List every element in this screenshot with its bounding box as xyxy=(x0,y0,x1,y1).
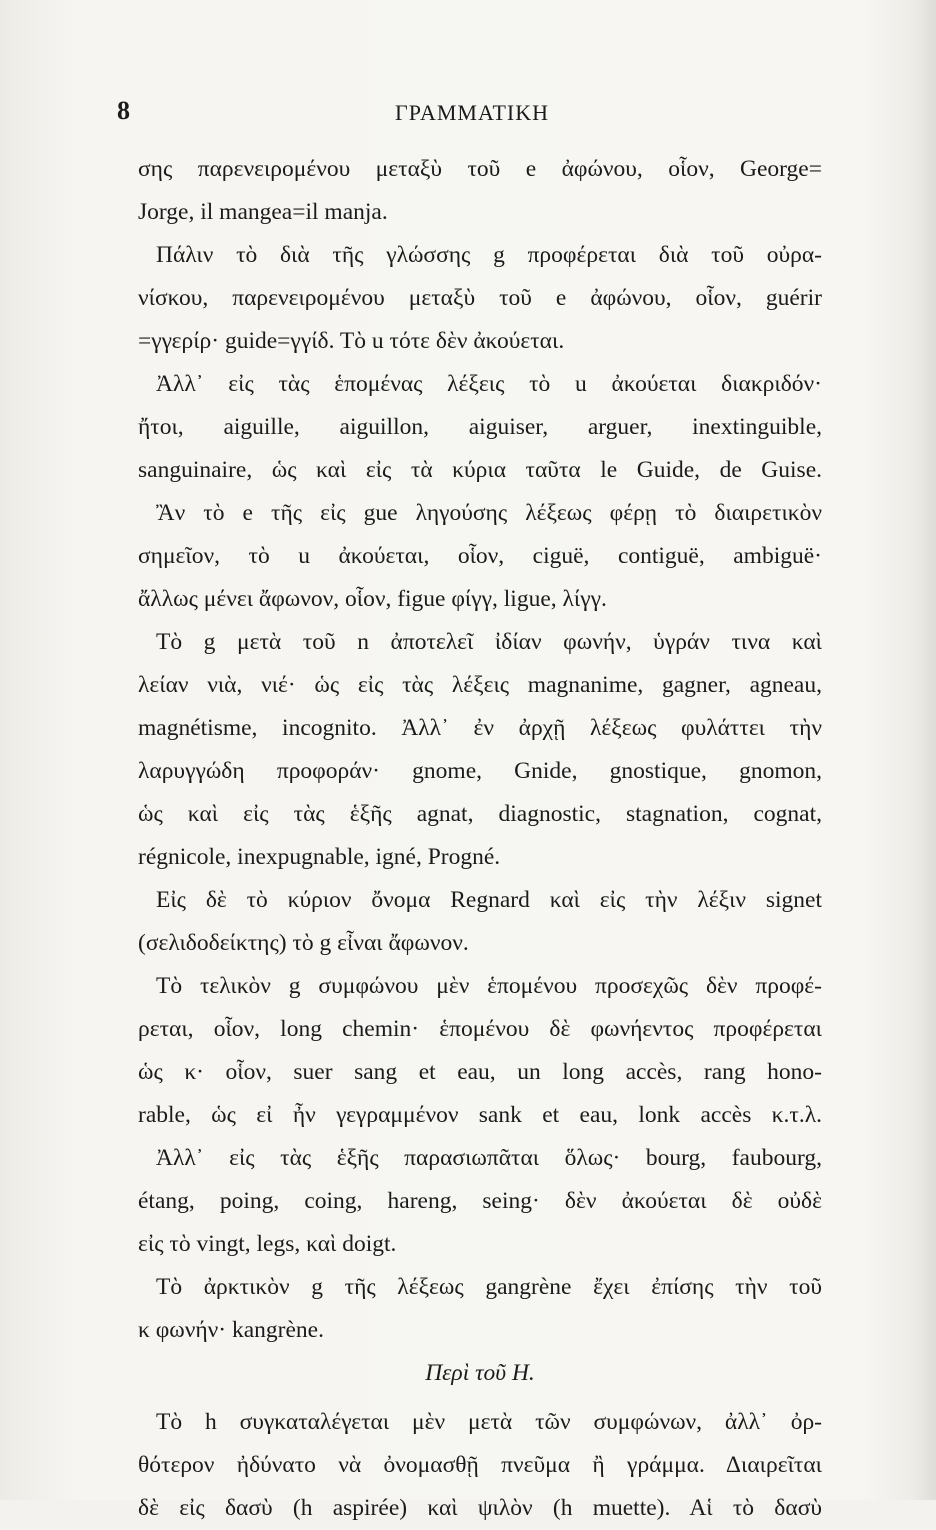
text-line: (σελιδοδείκτης) τὸ g εἶναι ἄφωνον. xyxy=(138,930,469,956)
text-line: ἤτοι, aiguille, aiguillon, aiguiser, arguer, inextinguible, xyxy=(138,414,822,440)
page-edge-shadow xyxy=(914,0,936,1500)
text-line: λαρυγγώδη προφοράν· gnome, Gnide, gnostique, gnomon, xyxy=(138,758,822,784)
text-line: magnétisme, incognito. Ἀλλ᾽ ἐν ἀρχῇ λέξεως φυλάττει τὴν xyxy=(138,715,822,741)
text-line: Τὸ g μετὰ τοῦ n ἀποτελεῖ ἰδίαν φωνήν, ὑγράν τινα καὶ xyxy=(156,629,822,655)
page-header xyxy=(117,96,827,136)
running-head: ΓΡΑΜΜΑΤΙΚΗ xyxy=(395,100,549,125)
text-line: sanguinaire, ὡς καὶ εἰς τὰ κύρια ταῦτα le Guide, de Guise. xyxy=(138,457,822,483)
text-line: étang, poing, coing, hareng, seing· δὲν ἀκούεται δὲ οὐδὲ xyxy=(138,1188,822,1214)
text-line: Τὸ τελικὸν g συμφώνου μὲν ἑπομένου προσεχῶς δὲν προφέ- xyxy=(156,973,822,999)
text-line: θότερον ἠδύνατο νὰ ὀνομασθῇ πνεῦμα ἢ γράμμα. Διαιρεῖται xyxy=(138,1452,822,1478)
text-line: ὡς κ· οἷον, suer sang et eau, un long accès, rang hono- xyxy=(138,1059,822,1085)
text-line: =γγερίρ· guide=γγίδ. Τὸ u τότε δὲν ἀκούεται. xyxy=(138,328,565,354)
text-line: λείαν νιὰ, νιέ· ὡς εἰς τὰς λέξεις magnanime, gagner, agneau, xyxy=(138,672,822,698)
text-line: Ἀλλ᾽ εἰς τὰς ἑξῆς παρασιωπᾶται ὅλως· bourg, faubourg, xyxy=(156,1145,822,1171)
text-line: Τὸ h συγκαταλέγεται μὲν μετὰ τῶν συμφώνων, ἀλλ᾽ ὀρ- xyxy=(156,1409,822,1435)
text-line: Ἀλλ᾽ εἰς τὰς ἑπομένας λέξεις τὸ u ἀκούεται διακριδόν· xyxy=(156,371,822,397)
text-line: ρεται, οἷον, long chemin· ἑπομένου δὲ φωνήεντος προφέρεται xyxy=(138,1016,822,1042)
text-line: Jorge, il mangea=il manja. xyxy=(138,199,388,225)
section-heading: Περὶ τοῦ H. xyxy=(425,1360,535,1386)
text-line: ἄλλως μένει ἄφωνον, οἷον, figue φίγγ, ligue, λίγγ. xyxy=(138,586,607,612)
text-line: νίσκου, παρενειρομένου μεταξὺ τοῦ e ἀφώνου, οἷον, guérir xyxy=(138,285,822,311)
text-line: Τὸ ἀρκτικὸν g τῆς λέξεως gangrène ἔχει ἐπίσης τὴν τοῦ xyxy=(156,1274,822,1300)
text-line: σημεῖον, τὸ u ἀκούεται, οἷον, ciguë, contiguë, ambiguë· xyxy=(138,543,822,569)
text-line: régnicole, inexpugnable, igné, Progné. xyxy=(138,844,501,870)
body-text xyxy=(138,148,822,1530)
text-line: rable, ὡς εἰ ἦν γεγραμμένον sank et eau, lonk accès κ.τ.λ. xyxy=(138,1102,822,1128)
text-line: Πάλιν τὸ διὰ τῆς γλώσσης g προφέρεται διὰ τοῦ οὐρα- xyxy=(156,242,822,268)
page-number: 8 xyxy=(117,96,130,125)
text-line: Εἰς δὲ τὸ κύριον ὄνομα Regnard καὶ εἰς τὴν λέξιν signet xyxy=(156,887,822,913)
text-line: εἰς τὸ vingt, legs, καὶ doigt. xyxy=(138,1231,397,1257)
text-line: κ φωνήν· kangrène. xyxy=(138,1317,324,1343)
text-line: δὲ εἰς δασὺ (h aspirée) καὶ ψιλὸν (h muette). Αἱ τὸ δασὺ xyxy=(138,1495,822,1521)
text-line: ὡς καὶ εἰς τὰς ἑξῆς agnat, diagnostic, stagnation, cognat, xyxy=(138,801,822,827)
text-line: σης παρενειρομένου μεταξὺ τοῦ e ἀφώνου, οἷον, George= xyxy=(138,156,822,182)
text-line: Ἂν τὸ e τῆς εἰς gue ληγούσης λέξεως φέρῃ τὸ διαιρετικὸν xyxy=(156,500,822,526)
